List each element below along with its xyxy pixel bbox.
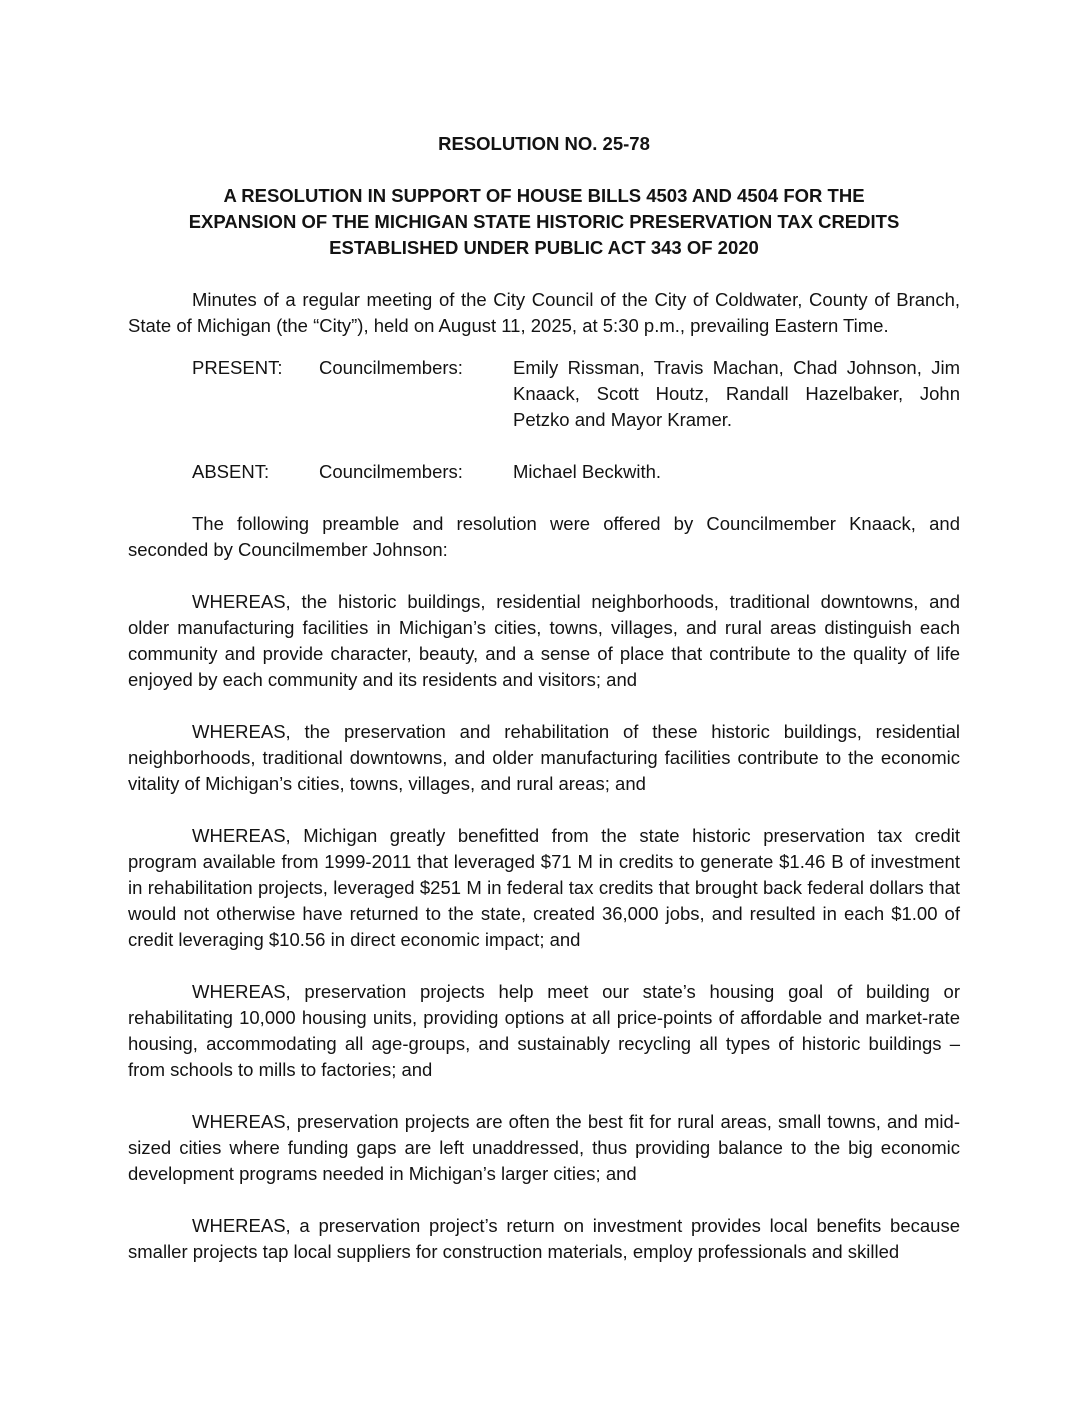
attendance-section [128, 355, 960, 485]
whereas-paragraph-2: WHEREAS, the preservation and rehabilitation of these historic buildings, residential neighborhoods, traditional downtowns, and older manufacturing facilities contribute to the economic vitality of Michigan’s cities, towns, villages, and rural areas; and [128, 721, 960, 794]
whereas-paragraph-4: WHEREAS, preservation projects help meet our state’s housing goal of building or rehabilitating 10,000 housing units, providing options at all price-points of affordable and market-rate housing, accommodating all age-groups, and sustainably recycling all types of historic buildings – from schools to mills to factories; and [128, 981, 960, 1080]
whereas-paragraph-5: WHEREAS, preservation projects are often the best fit for rural areas, small towns, and mid- sized cities where funding gaps are left unaddressed, thus providing balance to the big economic development programs needed in Michigan’s larger cities; and [128, 1111, 960, 1184]
whereas-paragraph-1: WHEREAS, the historic buildings, residential neighborhoods, traditional downtowns, and older manufacturing facilities in Michigan’s cities, towns, villages, and rural areas distinguish each community and provide character, beauty, and a sense of place that contribute to the quality of life enjoyed by each community and its residents and visitors; and [128, 591, 960, 690]
intro-paragraph: Minutes of a regular meeting of the City Council of the City of Coldwater, County of Branch, State of Michigan (the “City”), held on August 11, 2025, at 5:30 p.m., prevailing Eastern Time. [128, 289, 960, 336]
resolution-title-line-3: ESTABLISHED UNDER PUBLIC ACT 343 OF 2020 [329, 237, 759, 258]
attendance-label: ABSENT: [192, 461, 270, 482]
resolution-title [128, 183, 960, 261]
whereas-paragraph-3: WHEREAS, Michigan greatly benefitted from the state historic preservation tax credit program available from 1999-2011 that leveraged $71 M in credits to generate $1.46 B of investment in rehabilitation projects, leveraged $251 M in federal tax credits that brought back federal dollars that would not otherwise have returned to the state, created 36,000 jobs, and resulted in each $1.00 of credit leveraging $10.56 in direct economic impact; and [128, 825, 960, 950]
attendance-names: Emily Rissman, Travis Machan, Chad Johnson, Jim Knaack, Scott Houtz, Randall Hazelbaker, John Petzko and Mayor Kramer. [513, 357, 960, 430]
attendance-names: Michael Beckwith. [513, 461, 662, 482]
attendance-row-absent [192, 459, 960, 485]
attendance-row-present [192, 355, 960, 433]
resolution-title-line-2: EXPANSION OF THE MICHIGAN STATE HISTORIC PRESERVATION TAX CREDITS [188, 211, 900, 232]
preamble-paragraph: The following preamble and resolution were offered by Councilmember Knaack, and seconded by Councilmember Johnson: [128, 513, 960, 560]
attendance-label: PRESENT: [192, 357, 283, 378]
resolution-title-line-1: A RESOLUTION IN SUPPORT OF HOUSE BILLS 4503 AND 4504 FOR THE [223, 185, 865, 206]
attendance-role: Councilmembers: [319, 461, 463, 482]
attendance-role: Councilmembers: [319, 357, 463, 378]
resolution-number: RESOLUTION NO. 25-78 [438, 133, 650, 154]
whereas-paragraph-6: WHEREAS, a preservation project’s return on investment provides local benefits because smaller projects tap local suppliers for construction materials, employ professionals and skilled [128, 1215, 960, 1262]
